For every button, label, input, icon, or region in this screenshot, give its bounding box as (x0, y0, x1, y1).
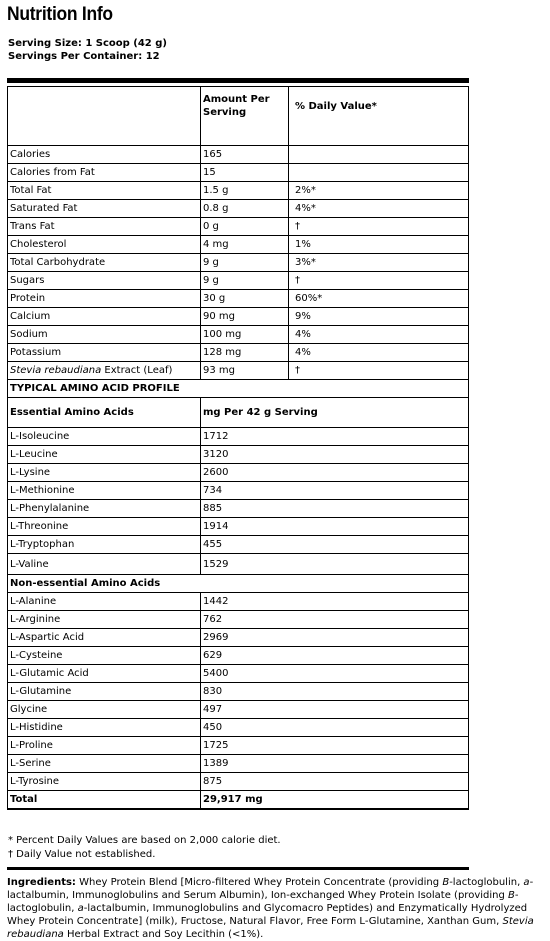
nutrient-row (8, 218, 469, 236)
nutrient-amount: 90 mg (201, 308, 289, 326)
ingredients-text (7, 876, 547, 941)
amino-acid-amount: 497 (201, 701, 469, 719)
nutrient-daily-value (289, 164, 469, 182)
essential-amino-row (8, 464, 469, 482)
essential-amino-row (8, 446, 469, 464)
amino-acid-amount: 734 (201, 482, 469, 500)
ingredients-part: Whey Protein Blend [Micro-filtered Whey Protein Concentrate (providing (75, 877, 443, 888)
nutrient-daily-value: † (289, 218, 469, 236)
table-header-row (8, 87, 469, 146)
amino-acid-name: L-Glutamic Acid (8, 665, 201, 683)
ingredients-label: Ingredients: (7, 877, 76, 888)
nutrient-row (8, 326, 469, 344)
footnote-not-established: † Daily Value not established. (8, 849, 156, 860)
amino-acid-amount: 2969 (201, 629, 469, 647)
nutrient-daily-value: 1% (289, 236, 469, 254)
amino-acid-name: L-Aspartic Acid (8, 629, 201, 647)
amino-acid-name: L-Cysteine (8, 647, 201, 665)
stevia-species-name: Stevia rebaudiana (10, 365, 102, 376)
nonessential-amino-row (8, 593, 469, 611)
ingredients-alpha: a (77, 903, 84, 914)
amino-acid-name: L-Tryptophan (8, 536, 201, 554)
nutrient-name: Protein (8, 290, 201, 308)
ingredients-part: -lactalbumin, Immunoglobulins and Serum Albumin), Ion-exchanged Whey Protein Isolate (providing (7, 877, 534, 901)
amino-acid-name: L-Methionine (8, 482, 201, 500)
mg-per-serving-header: mg Per 42 g Serving (201, 398, 469, 428)
amino-acid-name: L-Valine (8, 554, 201, 575)
ingredients-part: Herbal Extract and Soy Lecithin (<1%). (63, 929, 264, 940)
amino-acid-name: L-Arginine (8, 611, 201, 629)
nutrient-amount: 9 g (201, 254, 289, 272)
essential-amino-row (8, 428, 469, 446)
nutrient-amount: 15 (201, 164, 289, 182)
nutrient-row (8, 272, 469, 290)
amino-acid-name: L-Proline (8, 737, 201, 755)
amino-acid-amount: 3120 (201, 446, 469, 464)
amino-profile-title: TYPICAL AMINO ACID PROFILE (8, 380, 469, 398)
ingredients-beta: B (442, 877, 450, 888)
amino-acid-amount: 1725 (201, 737, 469, 755)
ingredients-alpha: a (523, 877, 530, 888)
nutrient-amount: 100 mg (201, 326, 289, 344)
amino-acid-name: L-Glutamine (8, 683, 201, 701)
nutrient-name: Calcium (8, 308, 201, 326)
nutrition-table (7, 86, 469, 810)
amino-acid-amount: 5400 (201, 665, 469, 683)
nutrient-amount: 0.8 g (201, 200, 289, 218)
total-label: Total (8, 791, 201, 810)
nonessential-amino-row (8, 611, 469, 629)
nutrient-name: Saturated Fat (8, 200, 201, 218)
nutrient-daily-value: 4% (289, 326, 469, 344)
nutrient-daily-value: 2%* (289, 182, 469, 200)
ingredients-part: -lactalbumin, Immunoglobulins and Glycomacro Peptides) and Enzymatically Hydrolyzed Whey Protein Concentrate] (milk), Fructose, Natural Flavor, Free Form L-Glutamine, Xanthan Gum, (7, 903, 528, 927)
amino-acid-amount: 885 (201, 500, 469, 518)
amino-acid-name: L-Threonine (8, 518, 201, 536)
nonessential-amino-row (8, 701, 469, 719)
nutrient-daily-value: 4%* (289, 200, 469, 218)
amino-acid-name: L-Leucine (8, 446, 201, 464)
nutrient-row (8, 146, 469, 164)
essential-amino-row (8, 536, 469, 554)
nonessential-header-row (8, 575, 469, 593)
nutrient-daily-value: 60%* (289, 290, 469, 308)
ingredients-part: -lactoglobulin, (449, 877, 524, 888)
nutrient-row (8, 200, 469, 218)
nutrient-amount: 165 (201, 146, 289, 164)
amino-acid-amount: 1389 (201, 755, 469, 773)
nutrient-name: Total Carbohydrate (8, 254, 201, 272)
nutrient-daily-value (289, 146, 469, 164)
nutrient-daily-value: 4% (289, 344, 469, 362)
nonessential-amino-row (8, 755, 469, 773)
amino-acid-name: L-Serine (8, 755, 201, 773)
amino-acid-name: L-Phenylalanine (8, 500, 201, 518)
nutrient-amount: 0 g (201, 218, 289, 236)
amino-acid-amount: 1442 (201, 593, 469, 611)
nutrient-amount: 4 mg (201, 236, 289, 254)
nutrient-row (8, 308, 469, 326)
dv-col-header: % Daily Value* (289, 87, 469, 146)
servings-per-container: Servings Per Container: 12 (8, 51, 160, 62)
amino-acid-name: L-Alanine (8, 593, 201, 611)
nonessential-amino-row (8, 647, 469, 665)
amino-acid-name: Glycine (8, 701, 201, 719)
nutrient-daily-value: 3%* (289, 254, 469, 272)
total-amount: 29,917 mg (201, 791, 469, 810)
page-title: Nutrition Info (7, 4, 113, 25)
ingredients-part: -lactoglobulin, (7, 890, 519, 914)
amino-acid-amount: 450 (201, 719, 469, 737)
total-row (8, 791, 469, 810)
amino-acid-amount: 762 (201, 611, 469, 629)
ingredients-stevia: Stevia rebaudiana (7, 916, 534, 940)
nutrient-amount: 1.5 g (201, 182, 289, 200)
nutrient-name: Trans Fat (8, 218, 201, 236)
nutrient-name: Calories (8, 146, 201, 164)
amino-acid-amount: 629 (201, 647, 469, 665)
nutrient-daily-value: 9% (289, 308, 469, 326)
amount-col-header: Amount Per Serving (201, 87, 289, 146)
amino-acid-amount: 455 (201, 536, 469, 554)
nonessential-amino-row (8, 719, 469, 737)
nutrient-row (8, 182, 469, 200)
ingredients-beta: B (508, 890, 515, 901)
amino-acid-amount: 1529 (201, 554, 469, 575)
amino-acid-name: L-Isoleucine (8, 428, 201, 446)
nutrient-row (8, 344, 469, 362)
amino-acid-amount: 1712 (201, 428, 469, 446)
nutrient-amount: 93 mg (201, 362, 289, 380)
nonessential-amino-label: Non-essential Amino Acids (8, 575, 469, 593)
nonessential-amino-row (8, 737, 469, 755)
amino-acid-name: L-Tyrosine (8, 773, 201, 791)
essential-amino-label: Essential Amino Acids (8, 398, 201, 428)
amino-acid-name: L-Histidine (8, 719, 201, 737)
stevia-extract-label: Extract (Leaf) (101, 365, 173, 376)
nutrient-amount: 128 mg (201, 344, 289, 362)
nutrient-amount: 30 g (201, 290, 289, 308)
nutrient-row-stevia (8, 362, 469, 380)
nutrient-name (8, 362, 201, 380)
nutrient-name: Calories from Fat (8, 164, 201, 182)
nutrient-name: Sodium (8, 326, 201, 344)
ingredients-divider-bar (7, 867, 469, 870)
serving-size: Serving Size: 1 Scoop (42 g) (8, 38, 167, 49)
essential-header-row (8, 398, 469, 428)
nonessential-amino-row (8, 629, 469, 647)
essential-amino-row (8, 554, 469, 575)
nonessential-amino-row (8, 665, 469, 683)
amino-acid-amount: 875 (201, 773, 469, 791)
nutrient-name: Potassium (8, 344, 201, 362)
essential-amino-row (8, 482, 469, 500)
amino-acid-amount: 830 (201, 683, 469, 701)
nutrient-daily-value: † (289, 272, 469, 290)
nutrient-row (8, 254, 469, 272)
header-blank (8, 87, 201, 146)
nutrient-daily-value: † (289, 362, 469, 380)
amino-acid-amount: 2600 (201, 464, 469, 482)
nutrient-row (8, 290, 469, 308)
essential-amino-row (8, 500, 469, 518)
nutrient-name: Cholesterol (8, 236, 201, 254)
essential-amino-row (8, 518, 469, 536)
amino-acid-amount: 1914 (201, 518, 469, 536)
nutrient-name: Sugars (8, 272, 201, 290)
nutrient-amount: 9 g (201, 272, 289, 290)
nonessential-amino-row (8, 683, 469, 701)
amino-profile-title-row (8, 380, 469, 398)
nonessential-amino-row (8, 773, 469, 791)
nutrient-row (8, 236, 469, 254)
nutrient-row (8, 164, 469, 182)
nutrient-name: Total Fat (8, 182, 201, 200)
footnote-daily-values: * Percent Daily Values are based on 2,000 calorie diet. (8, 835, 281, 846)
top-divider-bar (7, 78, 469, 83)
amino-acid-name: L-Lysine (8, 464, 201, 482)
